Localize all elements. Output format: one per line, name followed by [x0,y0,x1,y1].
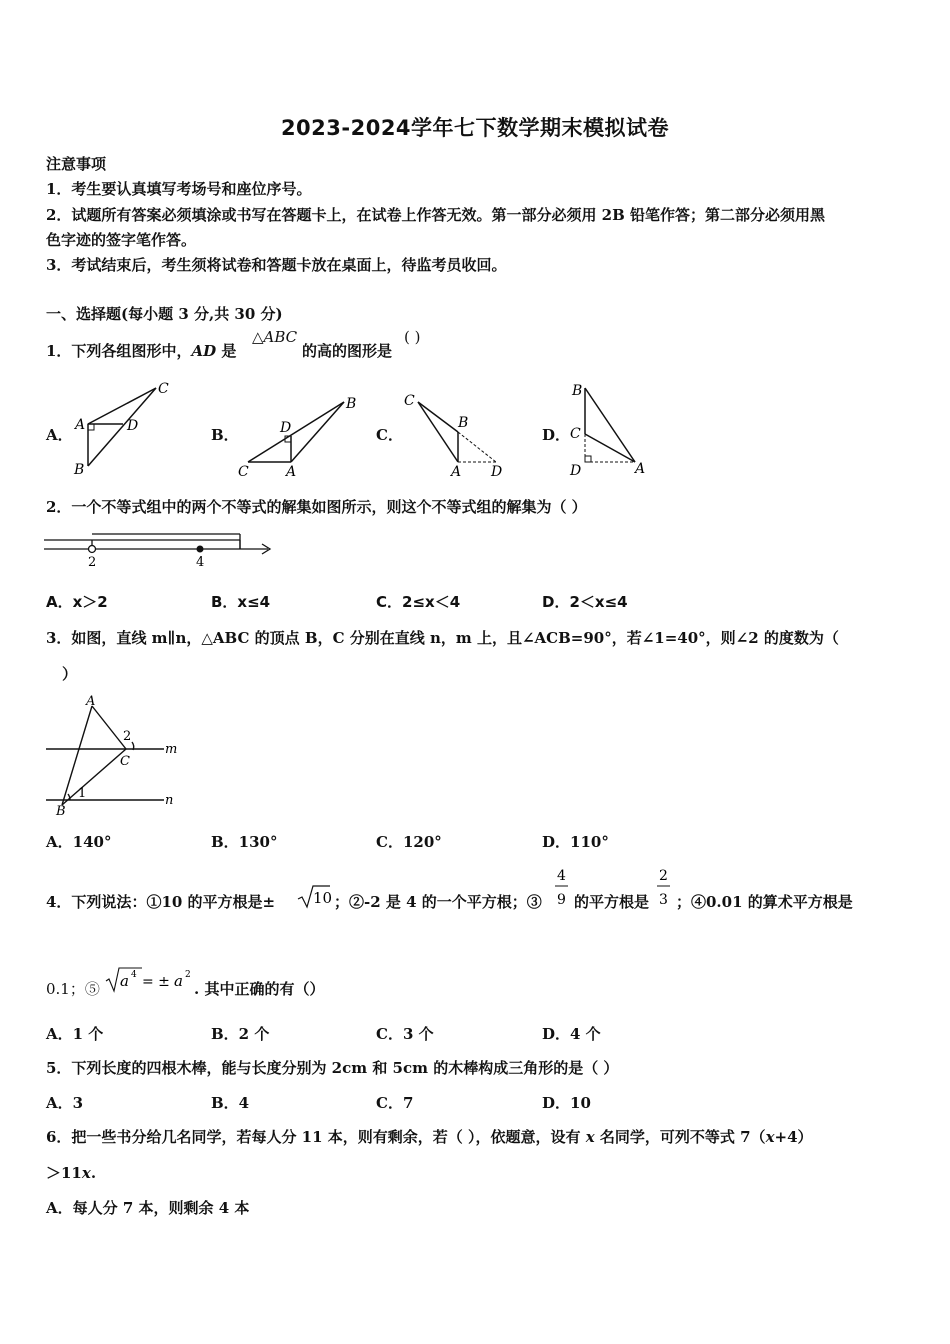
label-c: C [570,426,581,442]
sqrt-radicand: 10 [313,889,332,907]
label-angle-1: 1 [78,786,87,801]
label-a: A [86,694,96,709]
q6-stem-b: 名同学，可列不等式 7（ [594,1128,766,1146]
q1-figure-a [70,378,180,478]
label-a: A [451,464,462,480]
q3-option-b[interactable]: B．130° [211,833,278,851]
q1-figure-b [234,392,364,482]
label-a: A [75,417,86,433]
q6-line2 [46,1162,96,1183]
tick-label-2: 2 [88,555,97,570]
q1-triangle-abc: △ABC [252,328,298,346]
label-angle-2: 2 [123,729,132,744]
page-title: 2023-2024学年七下数学期末模拟试卷 [280,116,670,140]
label-b: B [346,396,357,412]
label-c: C [404,393,415,409]
frac-num: 4 [557,868,566,884]
q5-option-a[interactable]: A．3 [46,1094,84,1112]
q6-var-x3: x [81,1164,91,1182]
notice-item-3: 3．考试结束后，考生须将试卷和答题卡放在桌面上，待监考员收回。 [46,256,507,274]
q1-stem [46,340,236,361]
q1-stem-a: 1．下列各组图形中， [46,342,192,360]
label-a: A [286,464,297,480]
q6-stem-a: 6．把一些书分给几名同学，若每人分 11 本，则有剩余，若（ ），依题意，设有 [46,1128,586,1146]
label-n: n [165,793,174,808]
q5-option-d[interactable]: D．10 [542,1094,591,1112]
label-d: D [570,463,582,479]
label-a: A [635,461,646,477]
q5-stem: 5．下列长度的四根木棒，能与长度分别为 2cm 和 5cm 的木棒构成三角形的是（ ） [46,1059,619,1077]
q2-stem: 2．一个不等式组中的两个不等式的解集如图所示，则这个不等式组的解集为（ ） [46,498,587,516]
q5-option-b[interactable]: B．4 [211,1094,250,1112]
q1-option-a[interactable]: A． [46,426,73,444]
q4-stem-c: 的平方根是 [574,893,650,911]
q2-number-line [40,530,280,572]
sqrt-symbol-10 [296,883,332,911]
q3-figure [40,690,180,818]
q2-option-d[interactable]: D．2＜x≤4 [542,593,628,611]
frac-den: 3 [659,892,668,908]
q1-option-c[interactable]: C． [376,426,403,444]
q5-option-c[interactable]: C．7 [376,1094,414,1112]
q4-option-c[interactable]: C．3 个 [376,1025,434,1043]
section-heading: 一、选择题(每小题 3 分,共 30 分) [46,305,283,323]
q2-option-a[interactable]: A．x＞2 [46,593,108,611]
label-c: C [158,381,169,397]
label-c: C [238,464,249,480]
q1-answer-paren: ( ) [404,328,421,346]
eq-pm: = ± [142,974,170,990]
q4-option-d[interactable]: D．4 个 [542,1025,601,1043]
q6-line2-end: . [90,1164,97,1182]
label-b: B [458,415,469,431]
q4-stem-d: ；④0.01 的算术平方根是 [676,893,853,911]
q4-option-a[interactable]: A．1 个 [46,1025,104,1043]
q4-option-b[interactable]: B．2 个 [211,1025,270,1043]
q1-figure-d [564,378,660,480]
label-c: C [120,754,130,769]
q1-option-d[interactable]: D． [542,426,571,444]
q6-stem-c: +4） [774,1128,813,1146]
q6-line2-a: ＞11 [46,1164,82,1182]
var-a: a [120,972,129,990]
label-m: m [165,742,178,757]
q3-option-a[interactable]: A．140° [46,833,112,851]
label-b: B [56,804,66,818]
notice-item-2: 2．试题所有答案必须填涂或书写在答题卡上，在试卷上作答无效。第一部分必须用 2B 铅笔作答；第二部分必须用黑 [46,206,826,224]
exponent-2: 2 [185,970,191,980]
q6-stem [46,1126,813,1147]
q6-var-x: x [585,1128,595,1146]
q1-stem-c: 的高的图形是 [302,342,393,360]
q3-option-c[interactable]: C．120° [376,833,442,851]
q2-option-c[interactable]: C．2≤x＜4 [376,593,461,611]
exponent-4: 4 [131,970,137,980]
sqrt-a4-expression [104,963,196,997]
q4-line2-b: . 其中正确的有（） [194,980,325,998]
q6-option-a[interactable]: A．每人分 7 本，则剩余 4 本 [46,1199,250,1217]
label-d: D [127,418,139,434]
q6-var-x2: x [765,1128,775,1146]
q1-stem-b: 是 [216,342,237,360]
q4-stem-a: 4．下列说法：①10 的平方根是± [46,893,276,911]
q1-figure-c [400,388,510,482]
var-a-2: a [174,972,183,990]
q4-line2-a: 0.1；⑤ [46,980,100,998]
q2-option-b[interactable]: B．x≤4 [211,593,271,611]
tick-label-4: 4 [196,555,205,570]
q1-ad: AD [191,342,217,360]
frac-num: 2 [659,868,668,884]
q3-option-d[interactable]: D．110° [542,833,609,851]
label-d: D [280,420,292,436]
q3-stem-end: ） [62,665,78,683]
label-b: B [572,383,583,399]
frac-den: 9 [557,892,566,908]
label-b: B [74,462,85,478]
notice-heading: 注意事项 [46,155,107,173]
q3-stem: 3．如图，直线 m∥n，△ABC 的顶点 B，C 分别在直线 n，m 上，且∠ACB=90°，若∠1=40°，则∠2 的度数为（ [46,629,839,647]
q1-option-b[interactable]: B． [211,426,239,444]
label-d: D [491,464,503,480]
fraction-4-9 [553,864,571,910]
notice-item-2-cont: 色字迹的签字笔作答。 [46,231,197,249]
q4-stem-b: ；②-2 是 4 的一个平方根；③ [334,893,542,911]
fraction-2-3 [655,864,673,910]
notice-item-1: 1．考生要认真填写考场号和座位序号。 [46,180,312,198]
